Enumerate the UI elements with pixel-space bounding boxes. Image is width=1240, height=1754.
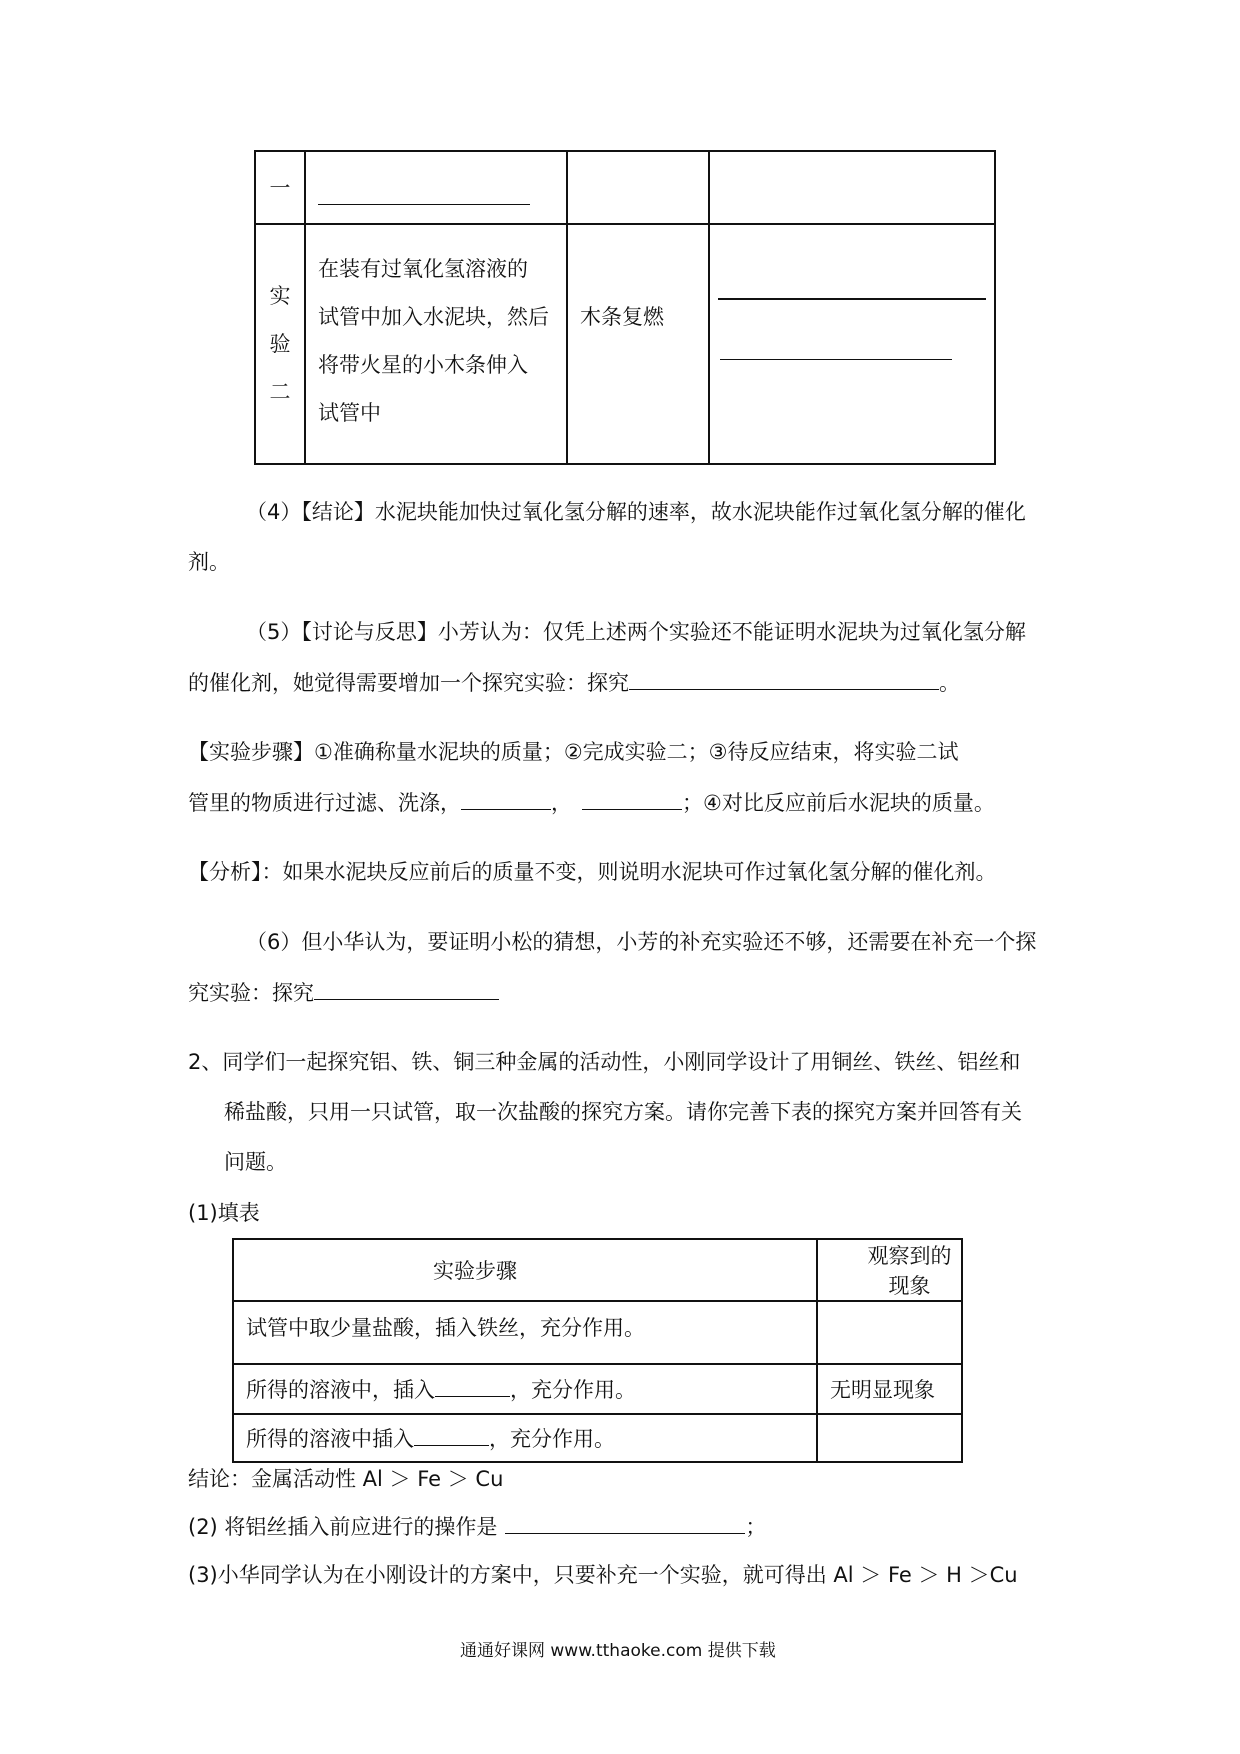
analysis-text: 【分析】：如果水泥块反应前后的质量不变，则说明水泥块可作过氧化氢分解的催化剂。	[188, 860, 997, 884]
experiment-table	[254, 150, 996, 465]
header-phenomenon-cell	[817, 1239, 962, 1301]
t2-row2-step-a: 所得的溶液中，插入	[246, 1378, 435, 1402]
q2-3: (3)小华同学认为在小刚设计的方案中，只要补充一个实验，就可得出 Al ＞ Fe ＞ H ＞Cu	[188, 1563, 1018, 1587]
para6-line2-text: 究实验：探究	[188, 981, 314, 1005]
t2-row2-blank	[435, 1374, 510, 1397]
steps-line2-a: 管里的物质进行过滤、洗涤，	[188, 791, 461, 815]
row2-step-line-2: 试管中加入水泥块，然后	[318, 305, 549, 329]
row1-label-cell	[255, 151, 305, 224]
row2-label-2: 验	[269, 332, 291, 356]
q2-2-blank	[505, 1511, 745, 1534]
steps-line2-b: ，	[551, 791, 572, 815]
q2-2	[188, 1511, 766, 1542]
para5-blank	[629, 667, 939, 690]
para5-line2	[188, 667, 960, 698]
row2-conclusion-cell	[709, 224, 995, 464]
row2-conclusion-blank-1	[718, 297, 986, 300]
row2-phenomenon: 木条复燃	[580, 305, 664, 329]
q2-sub1: (1)填表	[188, 1201, 260, 1225]
q2-2-prefix: (2) 将铝丝插入前应进行的操作是	[188, 1515, 498, 1539]
t2-row3-blank	[414, 1423, 489, 1446]
t2-row3-step-cell	[233, 1414, 817, 1462]
row1-step-blank	[318, 176, 530, 205]
row1-step-cell	[305, 151, 567, 224]
row1-step-cell-t2	[233, 1301, 817, 1364]
t2-row1-phenomenon-cell	[817, 1301, 962, 1364]
t2-row2-phenomenon-cell	[817, 1364, 962, 1414]
row1-conclusion-cell	[709, 151, 995, 224]
row2-step-line-4: 试管中	[318, 401, 381, 425]
para4-line2: 剂。	[188, 550, 230, 574]
row2-step-line-1: 在装有过氧化氢溶液的	[318, 257, 528, 281]
q2-line1: 2、同学们一起探究铝、铁、铜三种金属的活动性，小刚同学设计了用铜丝、铁丝、铝丝和	[188, 1050, 1021, 1074]
q2-2-suffix: ；	[745, 1515, 767, 1539]
row2-step-cell	[305, 224, 567, 464]
steps-blank-2	[582, 787, 682, 810]
t2-row3-phenomenon-cell	[817, 1414, 962, 1462]
row2-step-line-3: 将带火星的小木条伸入	[318, 353, 528, 377]
conclusion: 结论：金属活动性 Al ＞ Fe ＞ Cu	[188, 1467, 504, 1491]
row2-label-3: 二	[269, 380, 291, 404]
t2-row3-step-a: 所得的溶液中插入	[246, 1427, 414, 1451]
footer: 通通好课网 www.tthaoke.com 提供下载	[460, 1641, 776, 1661]
row2-conclusion-blank-2	[720, 358, 952, 360]
steps-line1: 【实验步骤】①准确称量水泥块的质量；②完成实验二；③待反应结束，将实验二试	[188, 740, 959, 764]
t2-row2-step-cell	[233, 1364, 817, 1414]
para6-blank	[314, 977, 499, 1000]
row1-phenomenon-cell	[567, 151, 709, 224]
t2-row2-step-b: ，充分作用。	[510, 1378, 636, 1402]
q2-line3: 问题。	[224, 1150, 287, 1174]
t2-row2-phenomenon: 无明显现象	[830, 1378, 935, 1402]
header-step: 实验步骤	[433, 1259, 517, 1283]
row2-phenomenon-cell	[567, 224, 709, 464]
para6-line2	[188, 977, 499, 1008]
t2-row1-step: 试管中取少量盐酸，插入铁丝，充分作用。	[246, 1316, 645, 1340]
para4-line1: （4）【结论】水泥块能加快过氧化氢分解的速率，故水泥块能作过氧化氢分解的催化	[246, 500, 1026, 524]
para5-line1: （5）【讨论与反思】小芳认为：仅凭上述两个实验还不能证明水泥块为过氧化氢分解	[246, 620, 1026, 644]
t2-row3-step-b: ，充分作用。	[489, 1427, 615, 1451]
header-step-cell	[233, 1239, 817, 1301]
para5-line2-prefix: 的催化剂，她觉得需要增加一个探究实验：探究	[188, 671, 629, 695]
para6-line1: （6）但小华认为，要证明小松的猜想，小芳的补充实验还不够，还需要在补充一个探	[246, 930, 1037, 954]
header-phenomenon: 观察到的现象	[867, 1244, 952, 1298]
row2-label-1: 实	[269, 284, 291, 308]
steps-blank-1	[461, 787, 551, 810]
q2-line2: 稀盐酸，只用一只试管，取一次盐酸的探究方案。请你完善下表的探究方案并回答有关	[224, 1100, 1022, 1124]
steps-line2-c: ；④对比反应前后水泥块的质量。	[682, 791, 995, 815]
para5-line2-suffix: 。	[939, 671, 960, 695]
row2-label-cell	[255, 224, 305, 464]
row1-label: 一	[269, 175, 291, 200]
steps-line2	[188, 787, 995, 818]
fill-table	[232, 1238, 963, 1463]
